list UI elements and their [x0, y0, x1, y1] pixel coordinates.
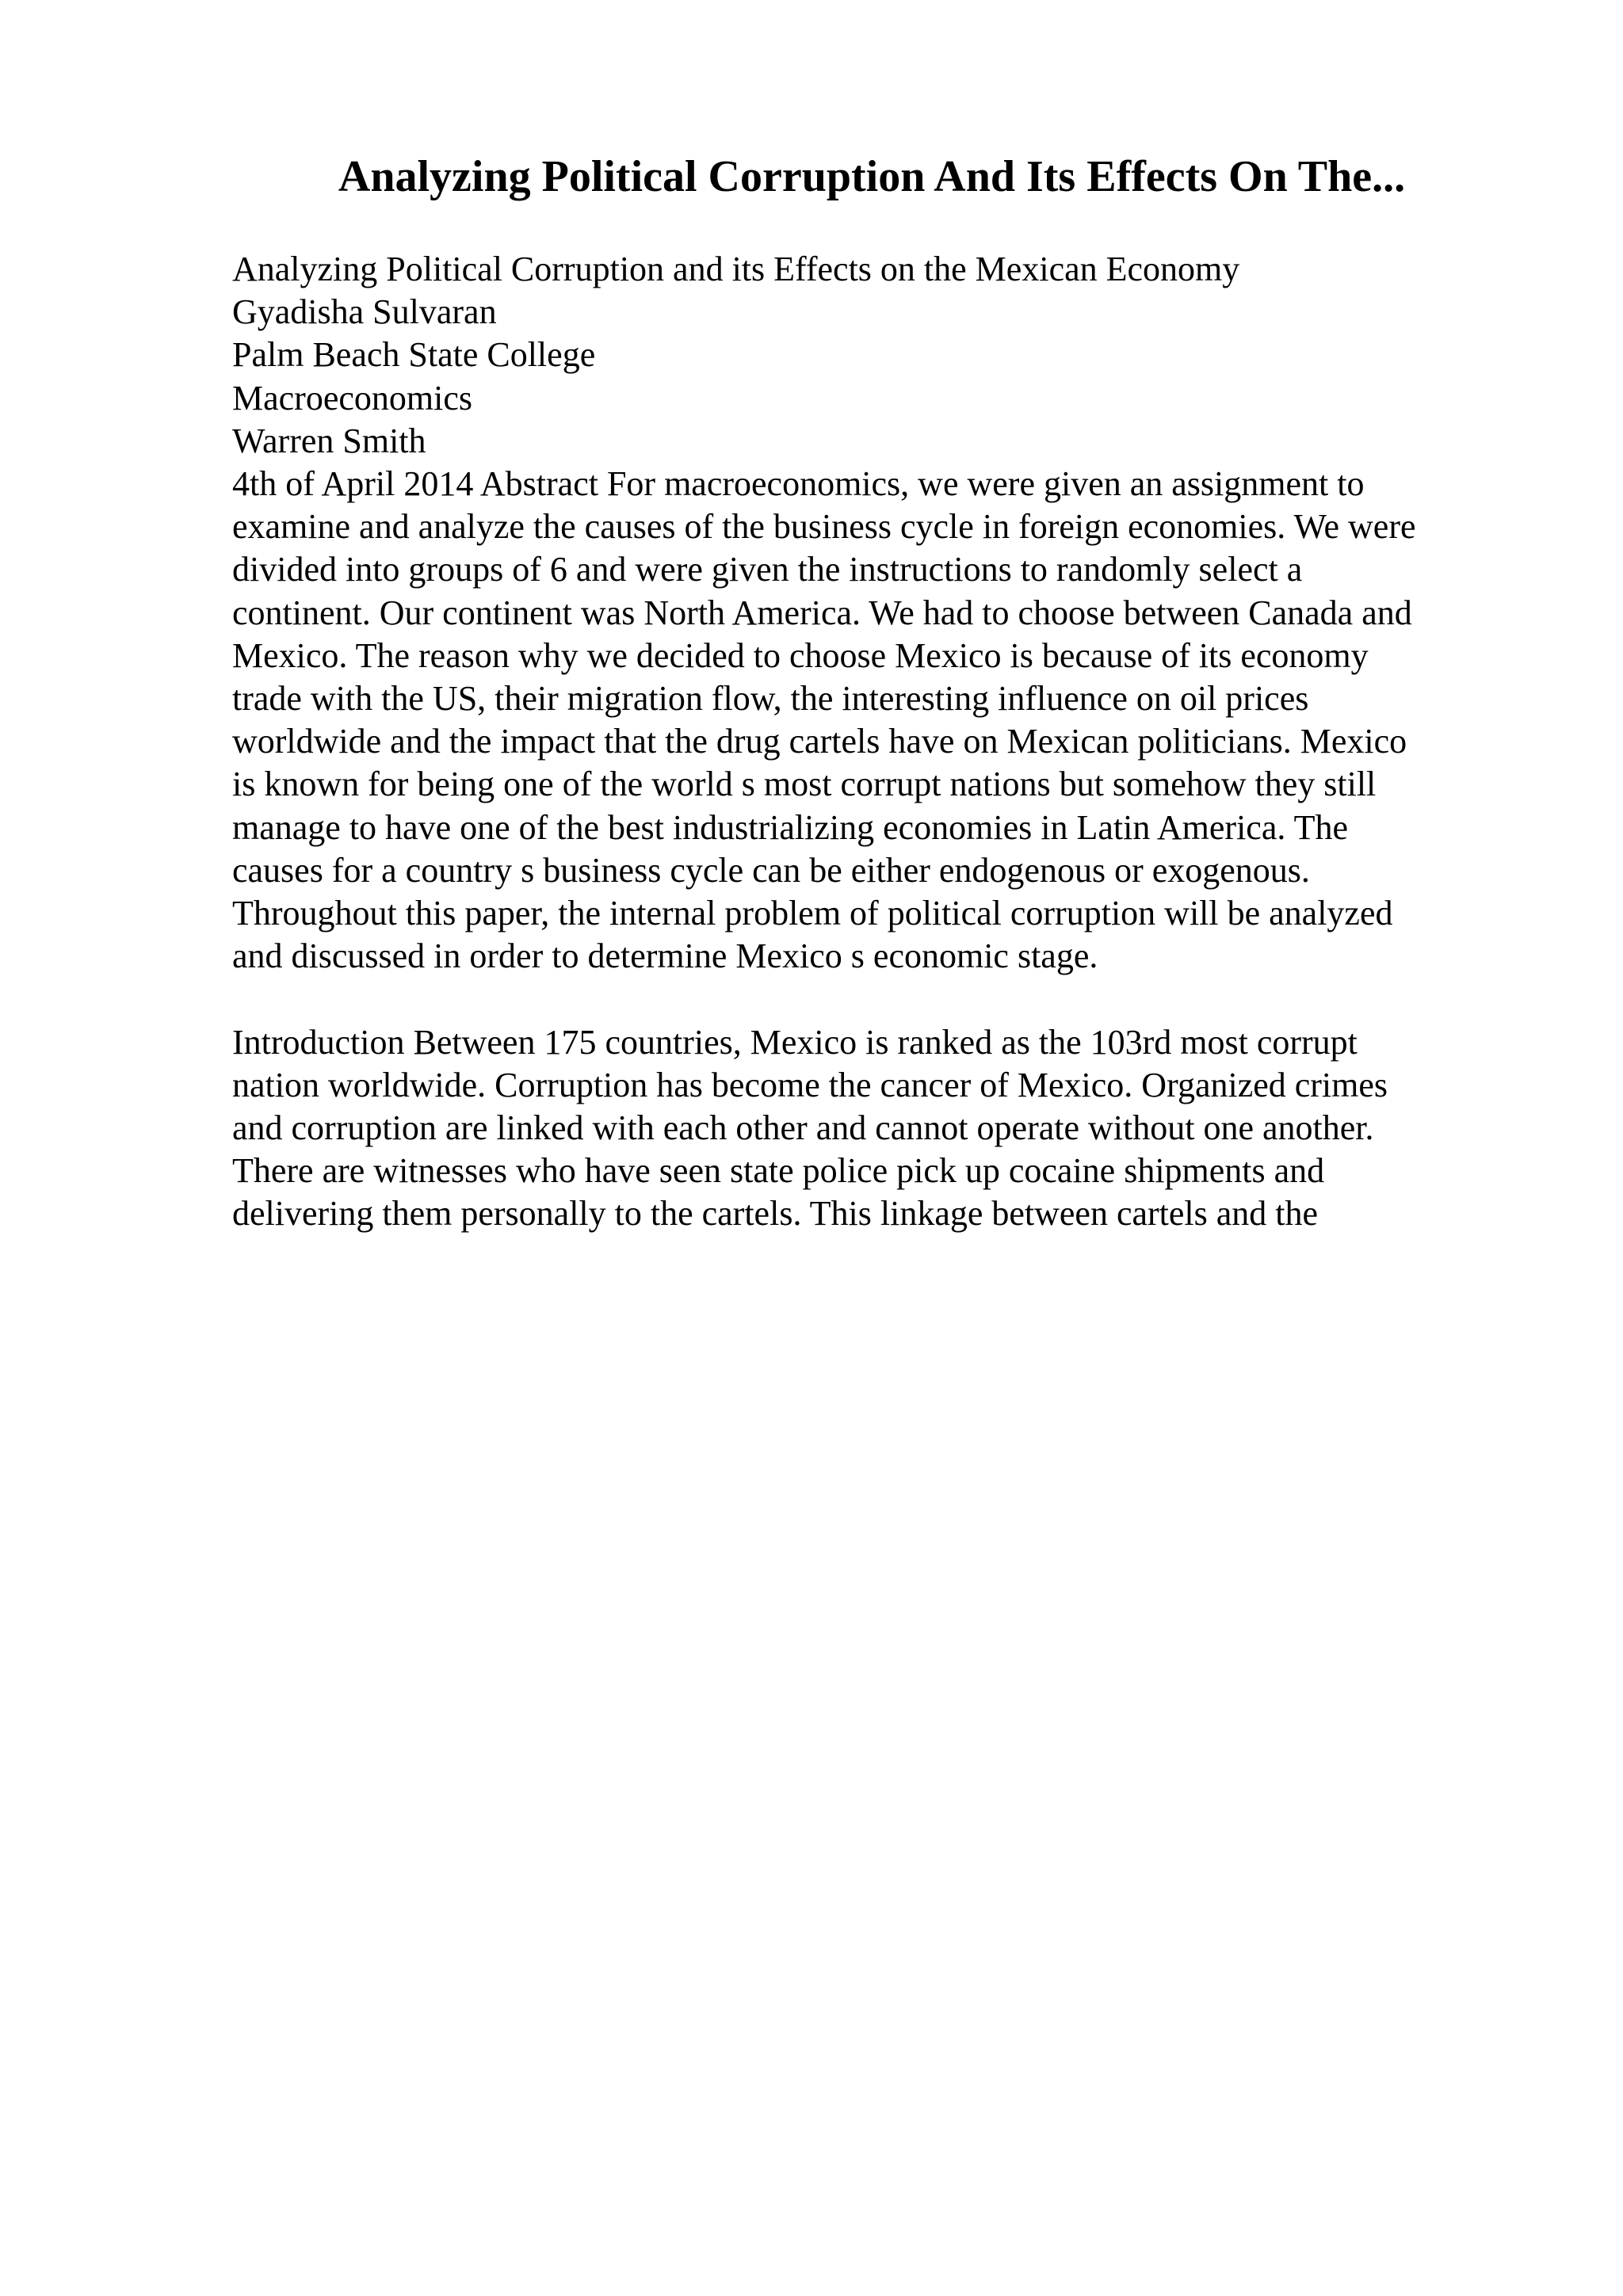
- document-body: [232, 248, 1500, 1236]
- abstract-paragraph: [232, 463, 1500, 978]
- introduction-line: nation worldwide. Corruption has become the cancer of Mexico. Organized crimes: [232, 1065, 1388, 1104]
- abstract-line: Mexico. The reason why we decided to choose Mexico is because of its economy: [232, 635, 1369, 675]
- introduction-line: and corruption are linked with each other and cannot operate without one another.: [232, 1108, 1374, 1148]
- abstract-line: is known for being one of the world s most corrupt nations but somehow they still: [232, 765, 1377, 804]
- paper-title-line: Analyzing Political Corruption and its Effects on the Mexican Economy: [232, 250, 1240, 288]
- course-line: Macroeconomics: [232, 378, 472, 418]
- abstract-line: continent. Our continent was North America. We had to choose between Canada and: [232, 593, 1412, 632]
- author-line: Gyadisha Sulvaran: [232, 292, 497, 332]
- introduction-paragraph: [232, 1021, 1500, 1236]
- abstract-line: worldwide and the impact that the drug cartels have on Mexican politicians. Mexico: [232, 722, 1407, 761]
- abstract-line: 4th of April 2014 Abstract For macroeconomics, we were given an assignment to: [232, 464, 1365, 504]
- abstract-line: manage to have one of the best industrializing economies in Latin America. The: [232, 807, 1348, 847]
- introduction-line: Introduction Between 175 countries, Mexico is ranked as the 103rd most corrupt: [232, 1022, 1358, 1062]
- abstract-line: causes for a country s business cycle can be either endogenous or exogenous.: [232, 850, 1310, 890]
- paragraph-gap: [232, 978, 1500, 1020]
- document-title: Analyzing Political Corruption And Its Effects On The...: [338, 152, 1406, 201]
- abstract-line: Throughout this paper, the internal problem of political corruption will be analyzed: [232, 894, 1393, 933]
- instructor-line: Warren Smith: [232, 421, 426, 460]
- institution-line: Palm Beach State College: [232, 335, 596, 375]
- abstract-line: trade with the US, their migration flow, the interesting influence on oil prices: [232, 679, 1309, 719]
- abstract-line: and discussed in order to determine Mexico s economic stage.: [232, 936, 1098, 976]
- abstract-line: divided into groups of 6 and were given the instructions to randomly select a: [232, 550, 1303, 589]
- abstract-line: examine and analyze the causes of the business cycle in foreign economies. We were: [232, 507, 1416, 547]
- header-block: [232, 248, 1500, 463]
- introduction-line: delivering them personally to the cartels. This linkage between cartels and the: [232, 1194, 1319, 1234]
- introduction-line: There are witnesses who have seen state police pick up cocaine shipments and: [232, 1151, 1325, 1191]
